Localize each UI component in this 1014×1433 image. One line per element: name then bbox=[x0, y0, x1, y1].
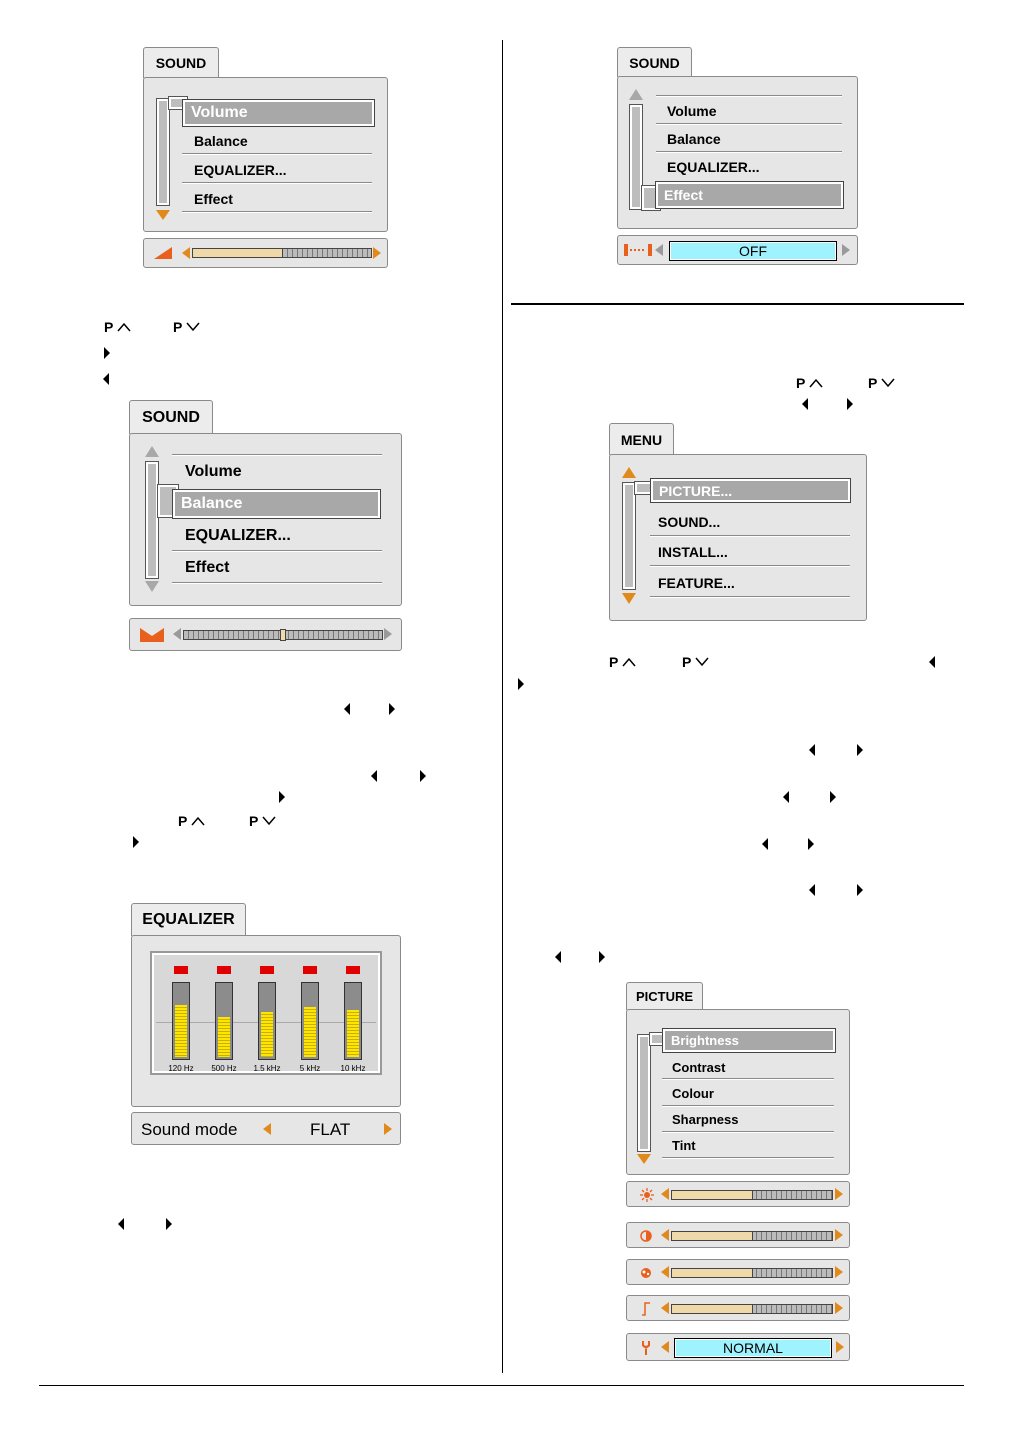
scroll-down-icon[interactable] bbox=[145, 581, 159, 592]
eq-level bbox=[304, 1007, 316, 1057]
divider bbox=[662, 1078, 834, 1080]
menu-item-effect[interactable]: Effect bbox=[194, 191, 233, 207]
sound-mode-left-arrow[interactable] bbox=[263, 1123, 271, 1135]
menu-item-effect-selected[interactable]: Effect bbox=[655, 181, 844, 209]
menu-item-volume[interactable]: Volume bbox=[185, 463, 242, 480]
right-key-icon bbox=[847, 398, 853, 410]
scroll-track[interactable] bbox=[156, 98, 170, 206]
menu-item-balance[interactable]: Balance bbox=[667, 131, 721, 147]
sharpness-icon bbox=[641, 1302, 651, 1316]
divider bbox=[656, 95, 842, 97]
left-key-icon bbox=[344, 703, 350, 715]
menu-item-balance[interactable]: Balance bbox=[194, 133, 248, 149]
menu-item-feature[interactable]: FEATURE... bbox=[658, 575, 735, 591]
scroll-up-icon[interactable] bbox=[145, 446, 159, 457]
brightness-icon bbox=[640, 1188, 654, 1202]
right-key-icon bbox=[518, 678, 524, 690]
volume-slider[interactable] bbox=[192, 248, 372, 258]
right-key-icon bbox=[279, 791, 285, 803]
footer-rule bbox=[39, 1385, 964, 1386]
menu-item-effect[interactable]: Effect bbox=[185, 559, 230, 576]
sound-mode-panel bbox=[131, 1112, 401, 1145]
slider-left-arrow[interactable] bbox=[173, 628, 181, 640]
eq-band-label: 10 kHz bbox=[340, 1064, 366, 1073]
right-key-icon bbox=[857, 744, 863, 756]
eq-level bbox=[261, 1012, 273, 1057]
slider-left-arrow[interactable] bbox=[661, 1229, 669, 1241]
eq-band[interactable] bbox=[168, 966, 194, 1086]
menu-item-install[interactable]: INSTALL... bbox=[658, 544, 728, 560]
eq-slot bbox=[344, 982, 362, 1060]
effect-right-arrow[interactable] bbox=[842, 244, 850, 256]
left-key-icon bbox=[371, 770, 377, 782]
colour-slider[interactable] bbox=[671, 1268, 833, 1278]
right-key-icon bbox=[389, 703, 395, 715]
right-key-icon bbox=[133, 836, 139, 848]
eq-band[interactable] bbox=[211, 966, 237, 1086]
section-rule bbox=[511, 303, 964, 305]
divider bbox=[650, 535, 850, 537]
slider-left-arrow[interactable] bbox=[661, 1266, 669, 1278]
sharpness-slider-panel bbox=[626, 1295, 850, 1321]
menu-item-volume-selected[interactable]: Volume bbox=[182, 99, 375, 127]
eq-band-label: 5 kHz bbox=[299, 1064, 321, 1073]
p-down-key: P bbox=[249, 813, 276, 829]
contrast-slider-panel bbox=[626, 1222, 850, 1248]
divider bbox=[662, 1157, 834, 1159]
eq-led bbox=[346, 966, 360, 974]
brightness-fill bbox=[672, 1191, 753, 1199]
tint-value: NORMAL bbox=[674, 1338, 832, 1358]
sound-tab: SOUND bbox=[129, 400, 213, 434]
equalizer-tab: EQUALIZER bbox=[131, 903, 246, 936]
eq-band[interactable] bbox=[253, 966, 281, 1086]
eq-band[interactable] bbox=[301, 966, 319, 1086]
menu-item-sharpness[interactable]: Sharpness bbox=[672, 1112, 739, 1127]
left-key-icon bbox=[929, 656, 935, 668]
contrast-icon bbox=[640, 1230, 652, 1242]
right-key-icon bbox=[104, 347, 110, 359]
divider bbox=[172, 550, 382, 552]
menu-item-equalizer[interactable]: EQUALIZER... bbox=[185, 527, 291, 544]
slider-right-arrow[interactable] bbox=[835, 1302, 843, 1314]
menu-item-balance-selected[interactable]: Balance bbox=[172, 489, 381, 519]
eq-slot bbox=[215, 982, 233, 1060]
scroll-down-icon[interactable] bbox=[637, 1154, 651, 1164]
right-key-icon bbox=[166, 1218, 172, 1230]
colour-slider-panel bbox=[626, 1259, 850, 1285]
effect-left-arrow[interactable] bbox=[655, 244, 663, 256]
right-key-icon bbox=[830, 791, 836, 803]
divider bbox=[172, 454, 382, 456]
sound-mode-label: Sound mode bbox=[141, 1120, 238, 1139]
p-up-key: P bbox=[609, 654, 636, 670]
p-up-key: P bbox=[178, 813, 205, 829]
menu-item-colour[interactable]: Colour bbox=[672, 1086, 714, 1101]
divider bbox=[662, 1131, 834, 1133]
eq-slot bbox=[258, 982, 276, 1060]
menu-item-equalizer[interactable]: EQUALIZER... bbox=[667, 159, 760, 175]
p-down-key: P bbox=[173, 319, 200, 335]
tint-right-arrow[interactable] bbox=[836, 1341, 844, 1353]
eq-band[interactable] bbox=[340, 966, 366, 1086]
left-key-icon bbox=[802, 398, 808, 410]
colour-fill bbox=[672, 1269, 753, 1277]
menu-item-contrast[interactable]: Contrast bbox=[672, 1060, 726, 1075]
menu-item-tint[interactable]: Tint bbox=[672, 1138, 696, 1153]
left-key-icon bbox=[809, 884, 815, 896]
eq-level bbox=[218, 1017, 230, 1057]
right-key-icon bbox=[599, 951, 605, 963]
scroll-up-icon[interactable] bbox=[622, 467, 636, 478]
contrast-fill bbox=[672, 1232, 753, 1240]
right-key-icon bbox=[420, 770, 426, 782]
column-divider bbox=[502, 40, 503, 1373]
balance-slider-panel bbox=[129, 618, 402, 651]
left-key-icon bbox=[762, 838, 768, 850]
divider bbox=[172, 582, 382, 584]
scroll-down-icon[interactable] bbox=[156, 210, 170, 220]
divider bbox=[650, 596, 850, 598]
sound-mode-right-arrow[interactable] bbox=[384, 1123, 392, 1135]
scroll-track[interactable] bbox=[622, 482, 636, 590]
right-key-icon bbox=[857, 884, 863, 896]
divider bbox=[650, 565, 850, 567]
balance-slider[interactable] bbox=[183, 630, 383, 640]
left-key-icon bbox=[809, 744, 815, 756]
main-menu-panel bbox=[609, 454, 867, 621]
divider bbox=[656, 151, 842, 153]
eq-led bbox=[260, 966, 274, 974]
contrast-slider[interactable] bbox=[671, 1231, 833, 1241]
sound-menu-panel bbox=[143, 77, 388, 232]
eq-led bbox=[174, 966, 188, 974]
picture-tab: PICTURE bbox=[626, 982, 703, 1010]
scroll-track[interactable] bbox=[145, 461, 159, 579]
sharpness-slider[interactable] bbox=[671, 1304, 833, 1314]
p-up-key: P bbox=[104, 319, 131, 335]
sound-menu-panel bbox=[617, 76, 858, 229]
sharpness-fill bbox=[672, 1305, 753, 1313]
eq-slot bbox=[301, 982, 319, 1060]
eq-slot bbox=[172, 982, 190, 1060]
equalizer-panel bbox=[131, 935, 401, 1107]
divider bbox=[662, 1105, 834, 1107]
sound-menu-panel bbox=[129, 433, 402, 606]
left-key-icon bbox=[555, 951, 561, 963]
divider bbox=[656, 123, 842, 125]
menu-item-volume[interactable]: Volume bbox=[667, 103, 717, 119]
effect-icon bbox=[624, 244, 652, 256]
sound-mode-value: FLAT bbox=[310, 1120, 351, 1139]
volume-slider-panel bbox=[143, 238, 388, 268]
sound-tab: SOUND bbox=[617, 47, 692, 77]
slider-left-arrow[interactable] bbox=[182, 247, 190, 259]
menu-item-picture-selected[interactable]: PICTURE... bbox=[650, 478, 851, 503]
eq-led bbox=[303, 966, 317, 974]
slider-left-arrow[interactable] bbox=[661, 1302, 669, 1314]
scroll-up-icon[interactable] bbox=[629, 89, 643, 100]
tint-panel bbox=[626, 1333, 850, 1361]
divider bbox=[182, 211, 372, 213]
scroll-track[interactable] bbox=[637, 1034, 651, 1152]
effect-panel bbox=[617, 235, 858, 265]
p-down-key: P bbox=[682, 654, 709, 670]
menu-item-sound[interactable]: SOUND... bbox=[658, 514, 721, 530]
right-key-icon bbox=[808, 838, 814, 850]
tint-left-arrow[interactable] bbox=[661, 1341, 669, 1353]
eq-band-label: 500 Hz bbox=[211, 1064, 237, 1073]
slider-right-arrow[interactable] bbox=[835, 1188, 843, 1200]
tint-icon bbox=[641, 1340, 651, 1356]
slider-left-arrow[interactable] bbox=[661, 1188, 669, 1200]
menu-item-brightness-selected[interactable]: Brightness bbox=[662, 1028, 836, 1053]
p-up-key: P bbox=[796, 375, 823, 391]
slider-right-arrow[interactable] bbox=[384, 628, 392, 640]
menu-item-equalizer[interactable]: EQUALIZER... bbox=[194, 162, 287, 178]
volume-icon bbox=[154, 247, 172, 259]
brightness-slider[interactable] bbox=[671, 1190, 833, 1200]
colour-icon bbox=[640, 1267, 652, 1279]
eq-band-label: 1.5 kHz bbox=[253, 1064, 281, 1073]
eq-led bbox=[217, 966, 231, 974]
eq-band-label: 120 Hz bbox=[168, 1064, 194, 1073]
left-key-icon bbox=[103, 373, 109, 385]
divider bbox=[182, 153, 372, 155]
scroll-down-icon[interactable] bbox=[622, 593, 636, 604]
slider-right-arrow[interactable] bbox=[835, 1266, 843, 1278]
divider bbox=[182, 182, 372, 184]
menu-tab: MENU bbox=[609, 423, 674, 455]
eq-level bbox=[347, 1010, 359, 1057]
p-down-key: P bbox=[868, 375, 895, 391]
balance-icon bbox=[140, 628, 164, 642]
eq-level bbox=[175, 1005, 187, 1057]
slider-right-arrow[interactable] bbox=[373, 247, 381, 259]
picture-menu-panel bbox=[626, 1009, 850, 1175]
left-key-icon bbox=[783, 791, 789, 803]
slider-right-arrow[interactable] bbox=[835, 1229, 843, 1241]
sound-tab: SOUND bbox=[143, 47, 219, 78]
effect-value: OFF bbox=[669, 241, 837, 261]
brightness-slider-panel bbox=[626, 1181, 850, 1207]
left-key-icon bbox=[118, 1218, 124, 1230]
